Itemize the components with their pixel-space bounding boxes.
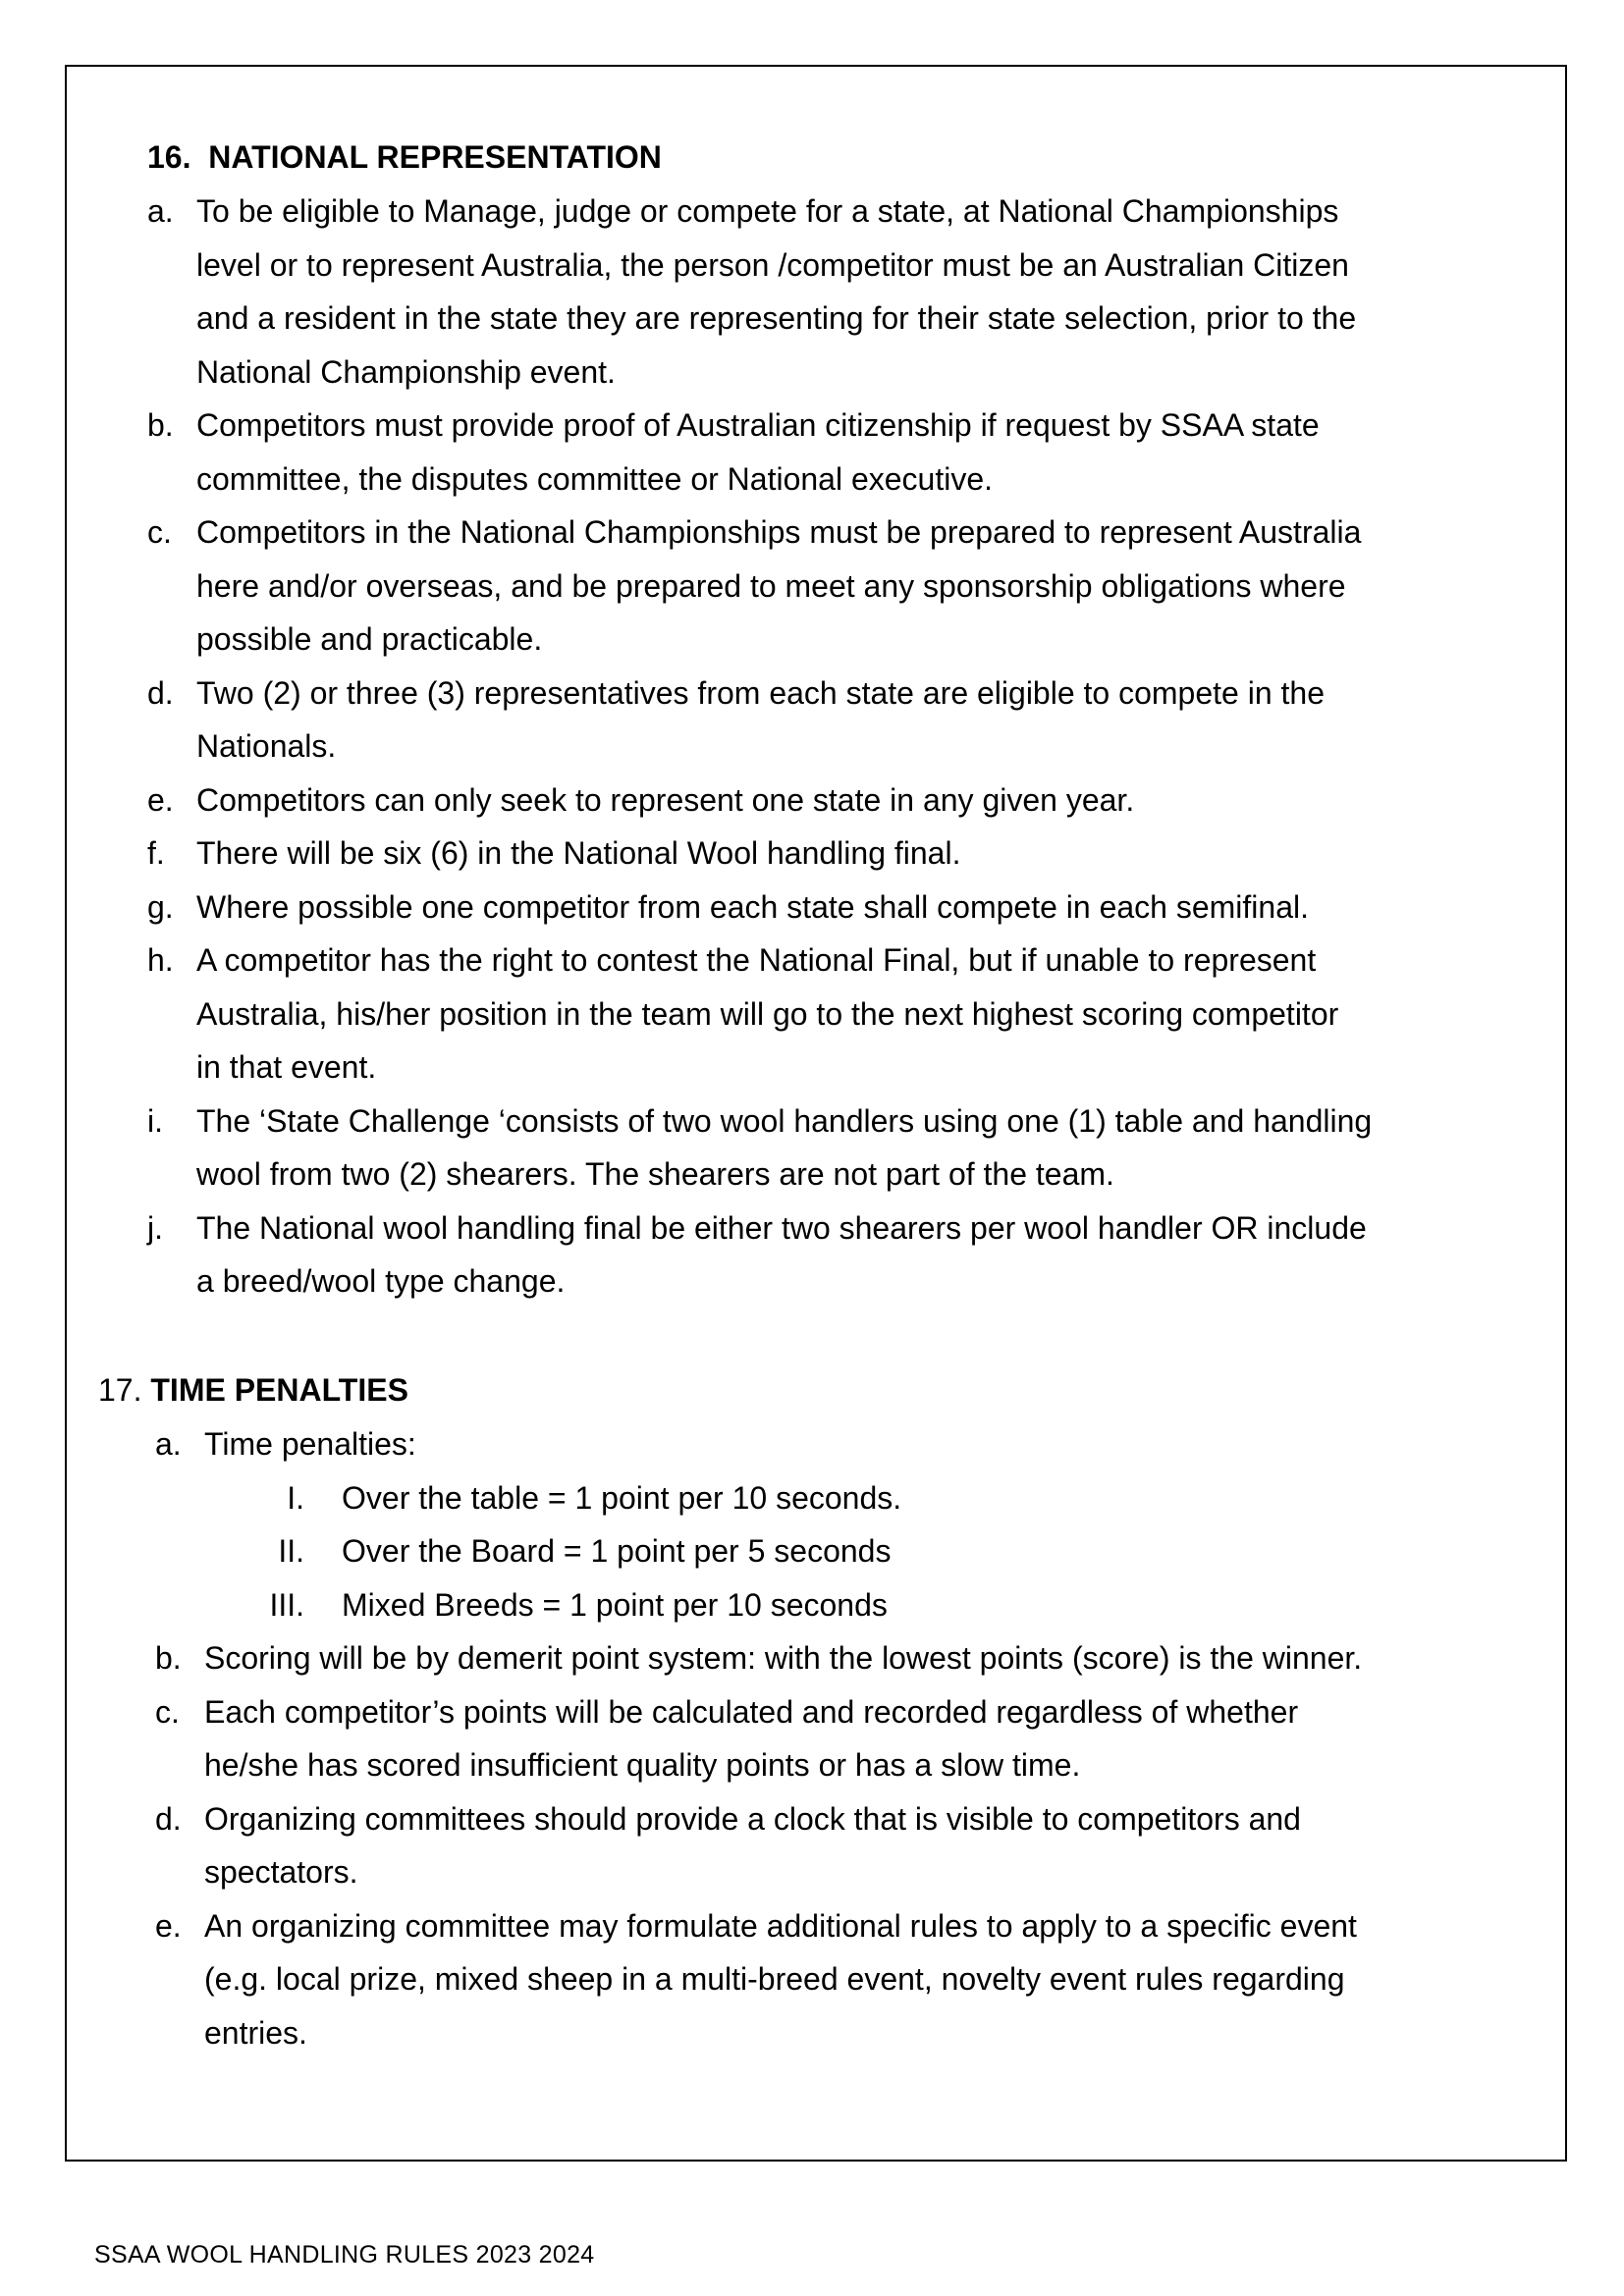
item-marker: b. [155,1640,182,1676]
item-marker: e. [155,1907,182,1944]
list-item [147,827,1571,881]
list-item [147,667,1571,774]
item-marker: j. [147,1209,163,1246]
section-16-national-representation [147,137,1571,1308]
list-item [98,1685,1522,1792]
item-text: An organizing committee may formulate additional rules to apply to a specific event (e.g. local prize, mixed sheep in a multi-breed event, novelty event rules regarding entries. [204,1907,1357,2051]
item-marker: c. [155,1693,180,1730]
item-text: Time penalties: [204,1426,416,1462]
section-17-number: 17. [98,1372,142,1408]
page-footer: SSAA WOOL HANDLING RULES 2023 2024 [94,2241,595,2269]
section-16-list [147,185,1571,1308]
item-text: To be eligible to Manage, judge or compete for a state, at National Championships level or to represent Australia, the person /competitor must be an Australian Citizen and a resident in the state they are representing for their state selection, prior to the National Championship event. [196,193,1357,390]
list-item [147,1201,1571,1308]
list-item [147,774,1571,828]
item-text: Each competitor’s points will be calculated and recorded regardless of whether he/she has scored insufficient quality points or has a slow time. [204,1693,1299,1783]
section-17-list-continued [98,1631,1522,2059]
sub-item-marker: III. [269,1586,304,1623]
list-item [147,1095,1571,1201]
item-marker: i. [147,1102,163,1139]
section-16-number: 16. [147,139,191,175]
list-item [98,1899,1522,2060]
item-marker: g. [147,888,174,925]
list-item [147,506,1571,667]
section-17-heading [98,1370,1522,1410]
list-item [147,399,1571,506]
sub-list-item [98,1524,1522,1578]
sub-item-text: Over the Board = 1 point per 5 seconds [342,1533,892,1569]
item-marker: a. [155,1426,182,1462]
item-text: A competitor has the right to contest the National Final, but if unable to represent Australia, his/her position in the team will go to the next highest scoring competitor in that event. [196,942,1339,1085]
sub-list-item [98,1578,1522,1632]
section-16-title: NATIONAL REPRESENTATION [208,139,662,175]
item-marker: a. [147,193,174,229]
list-item [98,1631,1522,1685]
item-text: Two (2) or three (3) representatives from each state are eligible to compete in the Nationals. [196,674,1325,764]
item-marker: c. [147,514,172,550]
section-17-list [98,1417,1522,1471]
section-17-time-penalties [98,1370,1522,2059]
section-16-heading [147,137,1571,177]
item-marker: d. [155,1800,182,1837]
list-item [147,934,1571,1095]
time-penalties-sub-list [98,1471,1522,1632]
item-text: There will be six (6) in the National Wool handling final. [196,835,961,871]
item-text: Organizing committees should provide a clock that is visible to competitors and spectators. [204,1800,1301,1890]
section-17-title: TIME PENALTIES [150,1372,408,1408]
list-item [147,881,1571,934]
item-text: The ‘State Challenge ‘consists of two wool handlers using one (1) table and handling wool from two (2) shearers. The shearers are not part of the team. [196,1102,1373,1192]
sub-item-text: Over the table = 1 point per 10 seconds. [342,1479,902,1516]
list-item [98,1417,1522,1471]
sub-item-marker: II. [278,1533,304,1569]
sub-item-text: Mixed Breeds = 1 point per 10 seconds [342,1586,888,1623]
list-item [147,185,1571,399]
item-text: The National wool handling final be either two shearers per wool handler OR include a breed/wool type change. [196,1209,1367,1299]
item-text: Scoring will be by demerit point system: with the lowest points (score) is the winner. [204,1640,1363,1676]
item-marker: h. [147,942,174,978]
sub-item-marker: I. [287,1479,304,1516]
item-marker: b. [147,407,174,443]
item-text: Where possible one competitor from each state shall compete in each semifinal. [196,888,1309,925]
sub-list-item [98,1471,1522,1525]
item-marker: d. [147,674,174,711]
item-text: Competitors can only seek to represent one state in any given year. [196,781,1135,818]
item-text: Competitors in the National Championships must be prepared to represent Australia here and/or overseas, and be prepared to meet any sponsorship obligations where possible and practicable. [196,514,1362,657]
list-item [98,1792,1522,1899]
item-marker: f. [147,835,165,871]
item-marker: e. [147,781,174,818]
item-text: Competitors must provide proof of Australian citizenship if request by SSAA state committee, the disputes committee or National executive. [196,407,1320,497]
